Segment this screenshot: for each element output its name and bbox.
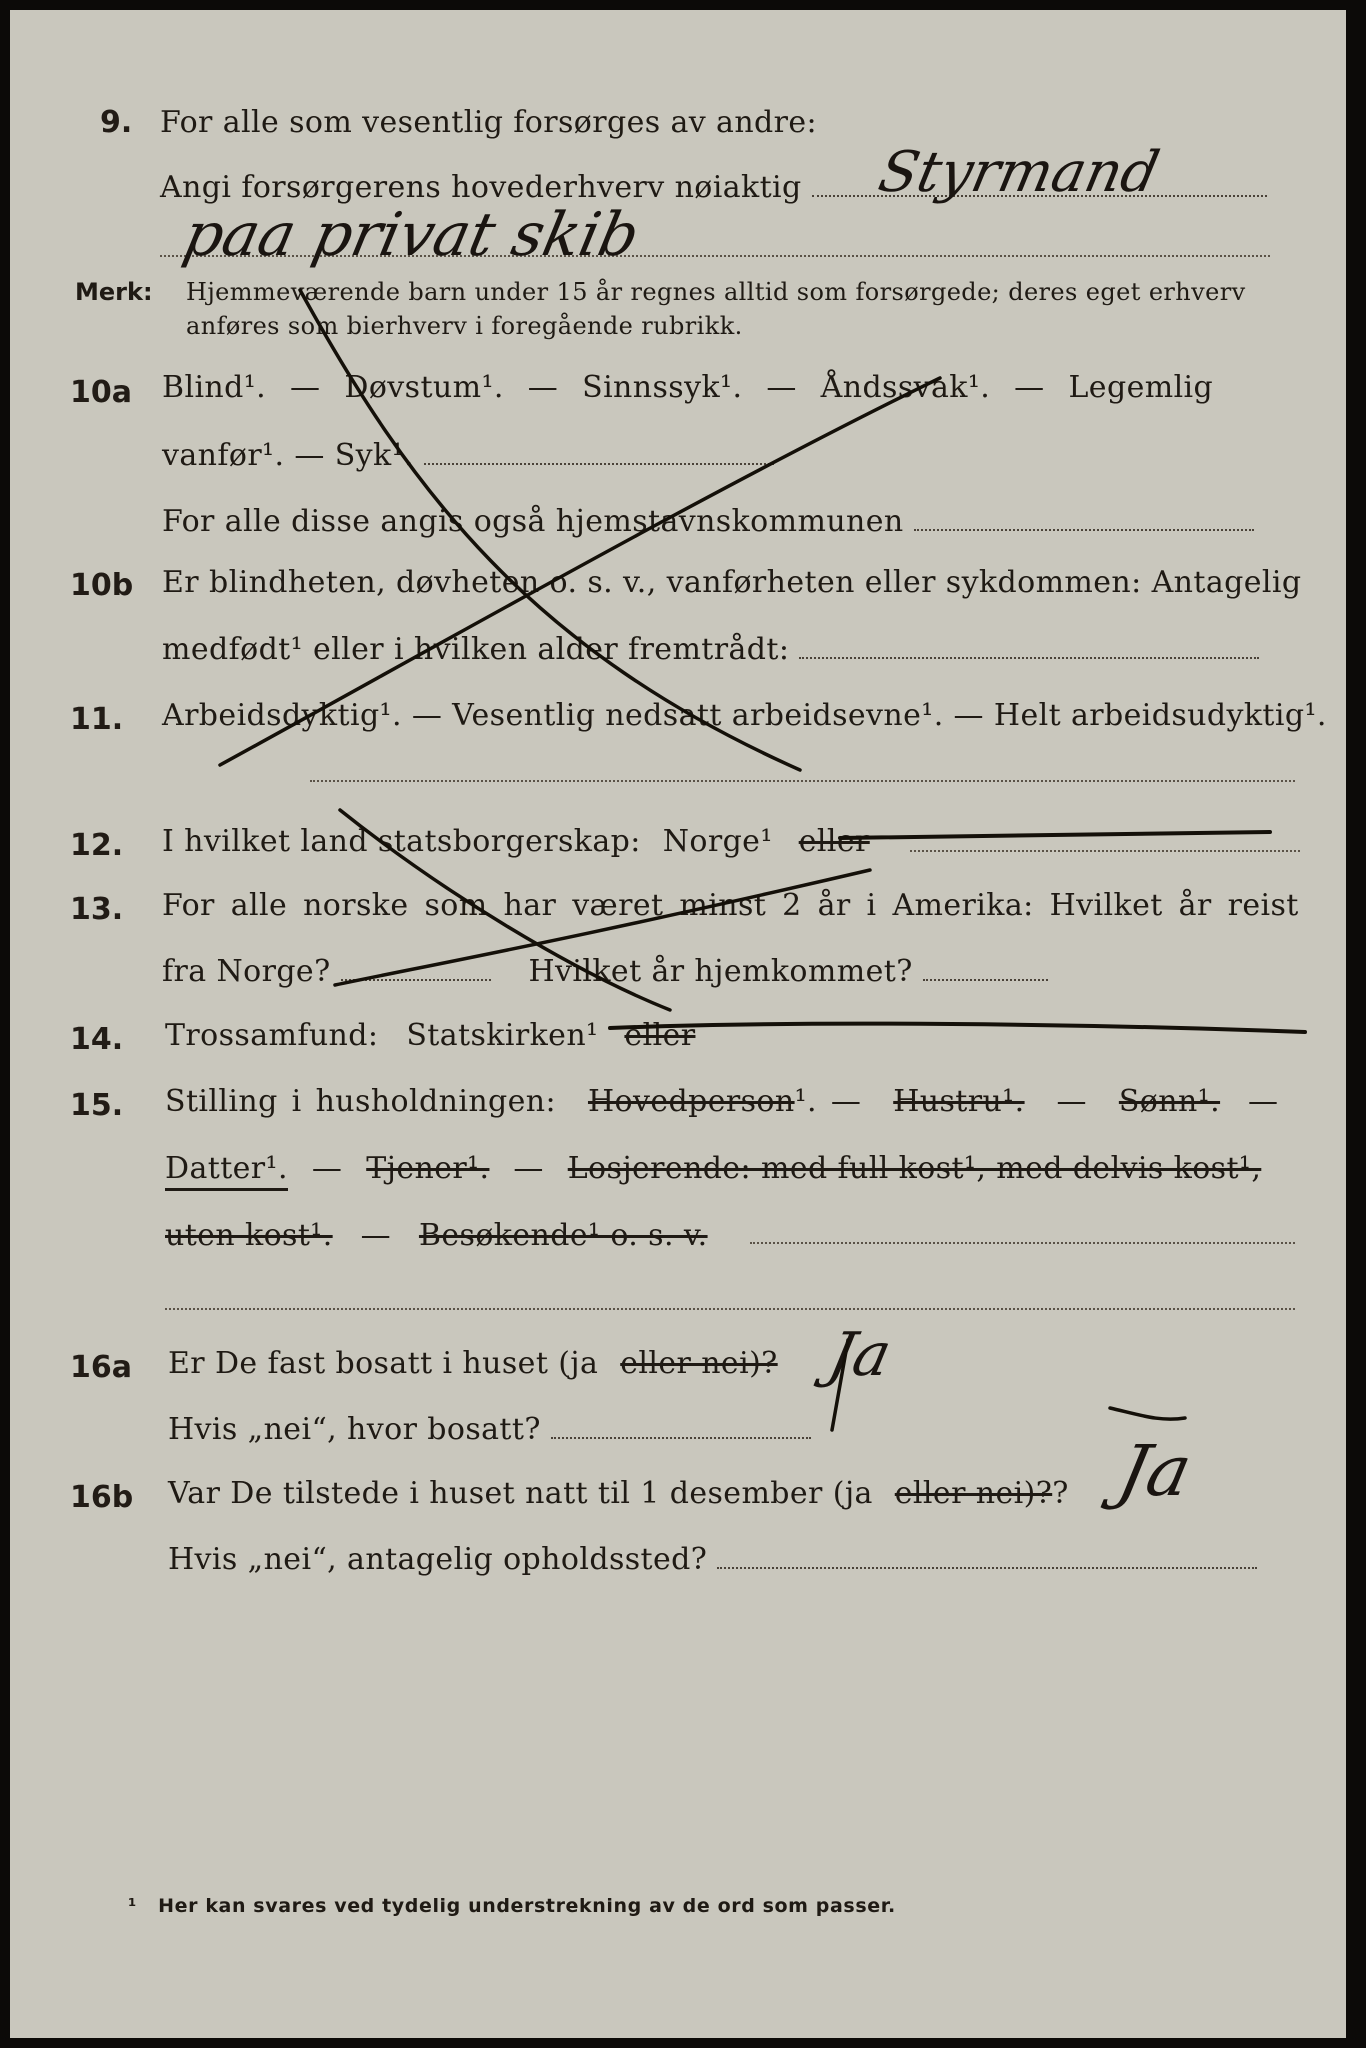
q16a-line1 xyxy=(168,1346,778,1381)
merk-line1: Hjemmeværende barn under 15 år regnes alltid som forsørgede; deres eget erhverv xyxy=(186,278,1246,306)
q16b-line1-text: Var De tilstede i huset natt til 1 desember (ja xyxy=(168,1476,873,1511)
q16a-residence-line[interactable] xyxy=(551,1436,811,1439)
q10b-answer-line[interactable] xyxy=(799,656,1259,659)
q16a-line2 xyxy=(168,1412,811,1447)
q15-sep1: — xyxy=(1056,1084,1087,1119)
q13-departure-year-line[interactable] xyxy=(341,978,491,981)
q15-option-tjener: Tjener¹. xyxy=(366,1151,490,1186)
merk-label: Merk: xyxy=(75,278,153,306)
q12-line xyxy=(162,824,870,859)
q14-line xyxy=(165,1018,695,1053)
q15-sep3: — xyxy=(311,1151,343,1186)
q15-option-besokende: Besøkende¹ o. s. v. xyxy=(418,1218,708,1253)
q10a-line2-text: vanfør¹. — Syk¹. xyxy=(162,438,414,473)
q13-left-label: fra Norge? xyxy=(162,954,331,989)
footnote-mark: ¹ xyxy=(128,1895,137,1917)
q13-line2 xyxy=(162,954,1048,989)
q9-line2-text: Angi forsørgerens hovederhverv nøiaktig xyxy=(160,170,802,205)
q15-answer-line-a[interactable] xyxy=(750,1242,1295,1244)
q16a-line1-text: Er De fast bosatt i huset (ja xyxy=(168,1346,599,1381)
q9-handwritten-answer-b: paa privat skib xyxy=(177,200,646,270)
q15-answer-line-b[interactable] xyxy=(165,1308,1295,1310)
q11-line1: Arbeidsdyktig¹. — Vesentlig nedsatt arbeidsevne¹. — Helt arbeidsudyktig¹. xyxy=(162,698,1327,733)
q13-return-year-line[interactable] xyxy=(923,978,1048,981)
q12-answer-line[interactable] xyxy=(910,850,1300,852)
q15-number: 15. xyxy=(70,1088,124,1123)
q16b-answer-mark xyxy=(1110,1408,1185,1419)
strike-q12-eller xyxy=(840,832,1270,838)
q11-number: 11. xyxy=(70,702,124,737)
q16b-line1 xyxy=(168,1476,1069,1511)
q10b-line1: Er blindheten, døvheten o. s. v., vanførheten eller sykdommen: Antagelig xyxy=(162,565,1302,600)
q10a-number: 10a xyxy=(70,375,132,410)
q10a-line3 xyxy=(162,504,1254,539)
q15-sep4: — xyxy=(513,1151,544,1186)
q16b-suffix: ? xyxy=(1052,1476,1069,1511)
q16b-whereabouts-line[interactable] xyxy=(717,1566,1257,1569)
q15-label: Stilling i husholdningen: xyxy=(165,1084,557,1119)
q16b-line2-text: Hvis „nei“, antagelig opholdssted? xyxy=(168,1542,708,1577)
q15-sup1: ¹. — xyxy=(794,1084,862,1119)
q9-number: 9. xyxy=(100,105,133,140)
q9-handwritten-answer-a: Styrmand xyxy=(873,140,1165,205)
q15-option-datter[interactable]: Datter¹. xyxy=(165,1151,288,1191)
q16b-number: 16b xyxy=(70,1480,134,1515)
q12-number: 12. xyxy=(70,828,124,863)
q13-line1: For alle norske som har været minst 2 år i Amerika: Hvilket år reist xyxy=(162,888,1299,923)
q14-number: 14. xyxy=(70,1022,124,1057)
q9-line1: For alle som vesentlig forsørges av andre: xyxy=(160,105,818,140)
q16a-handwritten-answer: Ja xyxy=(822,1320,898,1390)
q16b-handwritten-answer: Ja xyxy=(1111,1430,1199,1512)
q10a-line2 xyxy=(162,438,774,473)
q11-answer-line[interactable] xyxy=(310,780,1295,782)
q15-option-hustru: Hustru¹. xyxy=(893,1084,1025,1119)
q10a-line1: Blind¹. — Døvstum¹. — Sinnssyk¹. — Åndssvak¹. — Legemlig xyxy=(162,370,1214,405)
q15-option-losjerende: Losjerende: med full kost¹, med delvis kost¹, xyxy=(567,1151,1262,1186)
merk-line2: anføres som bierhverv i foregående rubrikk. xyxy=(186,312,743,340)
footnote-text: Her kan svares ved tydelig understrekning av de ord som passer. xyxy=(158,1895,896,1917)
q15-line3 xyxy=(165,1218,708,1253)
q16a-struck-option: eller nei)? xyxy=(620,1346,778,1381)
q16a-number: 16a xyxy=(70,1350,132,1385)
q16b-line2 xyxy=(168,1542,1257,1577)
q15-option-uten-kost: uten kost¹. xyxy=(165,1218,333,1253)
q12-label: I hvilket land statsborgerskap: xyxy=(162,824,641,859)
q13-number: 13. xyxy=(70,892,124,927)
q10b-line2-text: medfødt¹ eller i hvilken alder fremtrådt: xyxy=(162,632,790,667)
q10a-line3-text: For alle disse angis også hjemstavnskommunen xyxy=(162,504,904,539)
q10a-hometown-line[interactable] xyxy=(914,528,1254,531)
q10b-number: 10b xyxy=(70,568,134,603)
q12-option-norge[interactable]: Norge¹ xyxy=(662,824,773,859)
census-form-page xyxy=(10,10,1346,2038)
q15-sep5: — xyxy=(360,1218,391,1253)
q10a-answer-line[interactable] xyxy=(424,462,774,465)
q12-option-eller: eller xyxy=(798,824,870,859)
footnote xyxy=(128,1895,896,1917)
q14-option-statskirken[interactable]: Statskirken¹ xyxy=(406,1018,599,1053)
q14-label: Trossamfund: xyxy=(165,1018,379,1053)
q13-right-label: Hvilket år hjemkommet? xyxy=(528,954,913,989)
q15-line2 xyxy=(165,1151,1261,1186)
q16b-struck-option: eller nei)? xyxy=(894,1476,1053,1511)
q16a-line2-text: Hvis „nei“, hvor bosatt? xyxy=(168,1412,541,1447)
q15-option-hovedperson: Hovedperson xyxy=(587,1084,795,1119)
q14-option-eller: eller xyxy=(624,1018,696,1053)
q10b-line2 xyxy=(162,632,1259,667)
q15-sep2: — xyxy=(1248,1084,1279,1119)
strike-q14-eller xyxy=(610,1024,1305,1032)
q15-option-sonn: Sønn¹. xyxy=(1118,1084,1221,1119)
q15-line1 xyxy=(165,1084,1278,1119)
